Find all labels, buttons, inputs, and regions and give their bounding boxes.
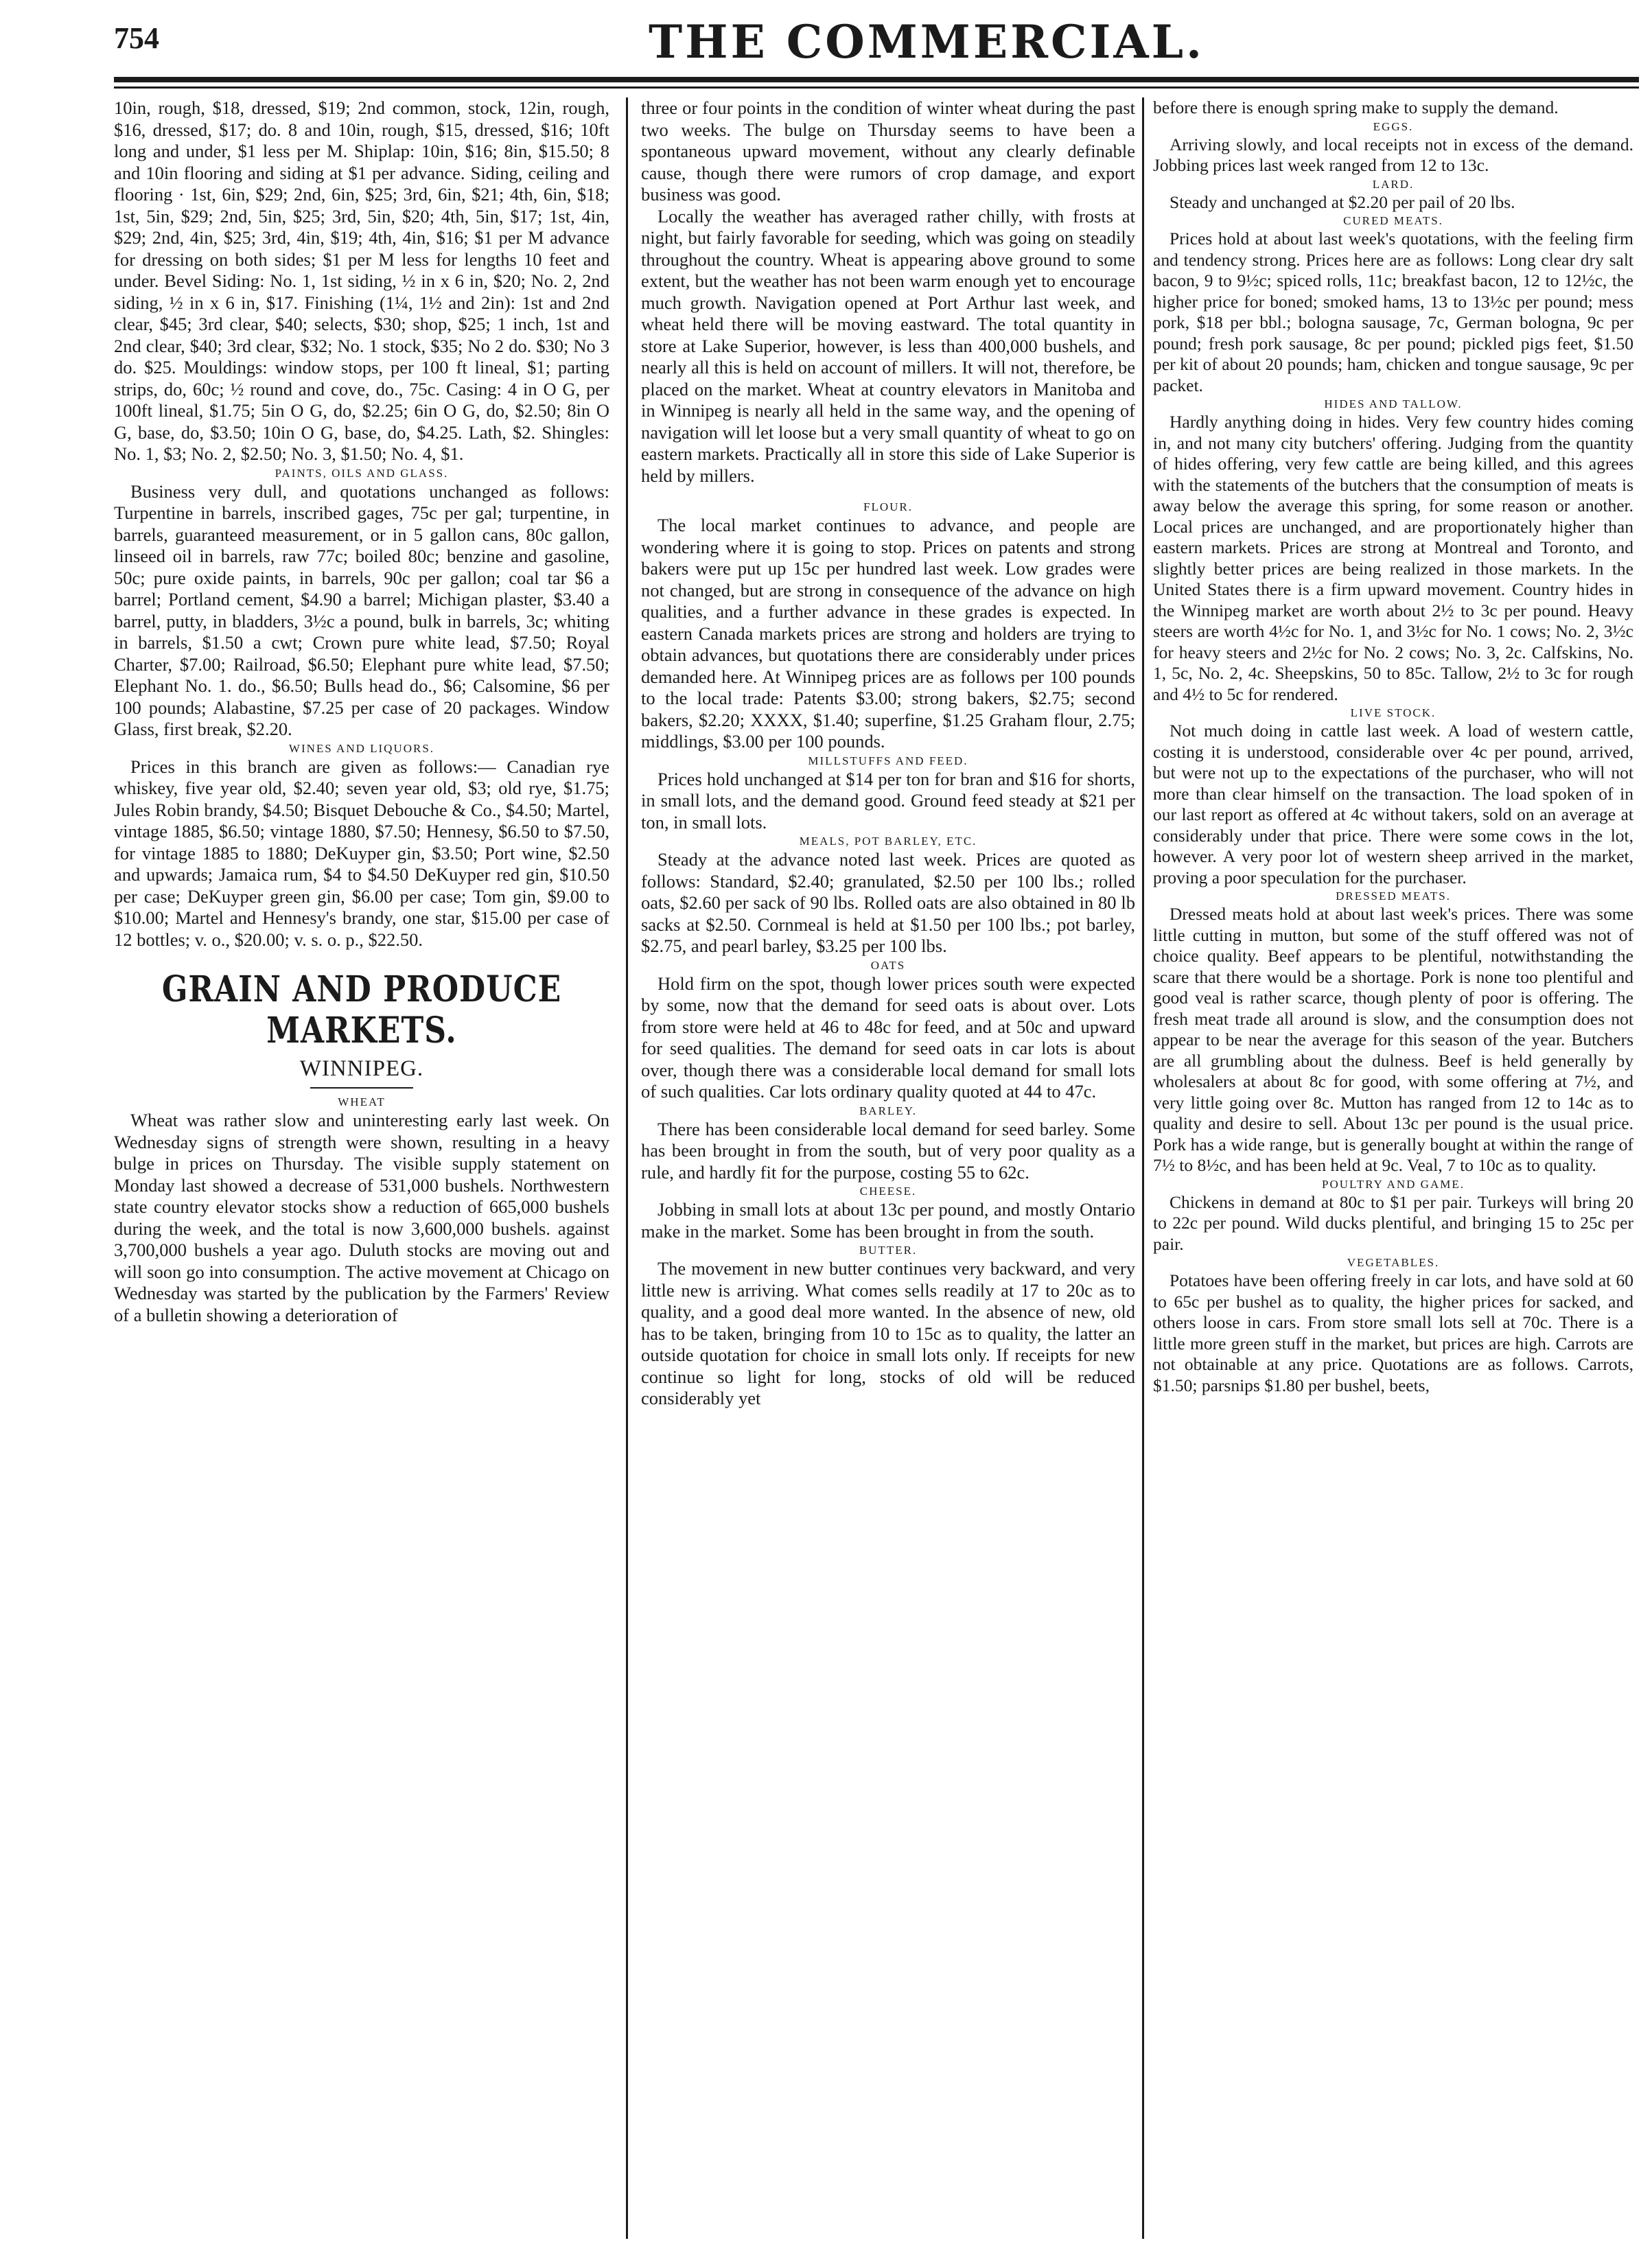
lard-paragraph: Steady and unchanged at $2.20 per pail of 20 lbs. xyxy=(1170,191,1515,212)
wines-paragraph: Prices in this branch are given as follows:— Canadian rye whiskey, five year old, $2.40; seven year old, $3; old rye, $1.75; Jules Robin brandy, $4.50; Bisquet Debouche & Co., $4.50; Martel, vintage 1885, $6.50; vintage 1880, $7.50; Hennesy, $6.50 to $7.50, for vintage 1885 to 1880; DeKuyper gin, $3.50; Port wine, $2.50 and upwards; Jamaica rum, $4 to $4.50 DeKuyper red gin, $10.50 per case; DeKuyper green gin, $6.00 per case; Tom gin, $9.00 to $10.00; Martel and Hennesy's brandy, one star, $15.00 per case of 12 bottles; v. o., $20.00; v. s. o. p., $22.50. xyxy=(114,756,609,950)
city-heading: WINNIPEG. xyxy=(299,1056,424,1081)
section-heading: VEGETABLES. xyxy=(1347,1256,1440,1269)
butter-paragraph: The movement in new butter continues very backward, and very little new is arriving. What comes sells readily at 17 to 20c as to quality, and a good deal more wanted. In the absence of new, old has to be taken, bringing from 10 to 15c as to quality, the latter an outside quotation for choice in small lots only. If receipts for new continue so light for long, stocks of old will be reduced considerably yet xyxy=(641,1258,1135,1408)
grain-produce-title: GRAIN AND PRODUCE MARKETS. xyxy=(161,968,562,1052)
section-heading: WINES AND LIQUORS. xyxy=(288,741,435,755)
section-heading: FLOUR. xyxy=(863,500,913,513)
masthead: THE COMMERCIAL. xyxy=(648,15,1205,69)
section-heading: OATS xyxy=(870,958,906,972)
section-heading: PAINTS, OILS AND GLASS. xyxy=(275,466,449,480)
section-heading: CURED MEATS. xyxy=(1343,214,1443,227)
section-heading: MEALS, POT BARLEY, ETC. xyxy=(799,835,977,848)
column-2 xyxy=(641,97,1135,2242)
vegetables-paragraph: Potatoes have been offering freely in car lots, and have sold at 60 to 65c per bushel as to quality, the higher prices for sacked, and others loose in cars. From store small lots sell at 70c. There is a little more green stuff in the market, but prices are high. Carrots are not obtainable at any price. Quotations are as follows. Carrots, $1.50; parsnips $1.80 per bushel, beets, xyxy=(1153,1270,1633,1395)
millstuffs-paragraph: Prices hold unchanged at $14 per ton for bran and $16 for shorts, in small lots, and the demand good. Ground feed steady at $21 per ton, in small lots. xyxy=(641,768,1135,833)
small-rule xyxy=(310,1087,413,1089)
column-3 xyxy=(1153,97,1633,2242)
section-heading: BARLEY. xyxy=(859,1104,918,1117)
cured-meats-paragraph: Prices hold at about last week's quotations, with the feeling firm and tendency strong. Prices here are as follows: Long clear dry salt bacon, 9 to 9½c; spiced rolls, 11c; breakfast bacon, 12 to 12½c, the higher price for boned; smoked hams, 13 to 13½c per pound; mess pork, $18 per bbl.; bologna sausage, 7c, German bologna, 9c per pound; fresh pork sausage, 8c per pound; pickled pigs feet, $1.50 per kit of about 20 pounds; ham, chicken and tongue sausage, 9c per packet. xyxy=(1153,229,1633,395)
section-heading: MILLSTUFFS AND FEED. xyxy=(808,754,968,767)
weather-paragraph: Locally the weather has averaged rather chilly, with frosts at night, but fairly favorable for seeding, which was going on steadily throughout the country. Wheat is appearing above ground to some extent, but the weather has not been warm enough yet to encourage much growth. Navigation opened at Port Arthur last week, and wheat held there will be moving eastward. The total quantity in store at Lake Superior, however, is less than 400,000 bushels, and nearly all this is held on account of millers. It will not, therefore, be placed on the market. Wheat at country elevators in Manitoba and in Winnipeg is nearly all held in the same way, and the opening of navigation will let loose but a very small quantity of wheat to go on eastern markets. Practically all in store this side of Lake Superior is held by millers. xyxy=(641,205,1135,486)
barley-paragraph: There has been considerable local demand for seed barley. Some has been brought in from the south, but of very poor quality as a rule, and hardly fit for the purpose, costing 55 to 62c. xyxy=(641,1118,1135,1183)
wheat-paragraph: Wheat was rather slow and uninteresting early last week. On Wednesday signs of strength were shown, resulting in a heavy bulge in prices on Thursday. The visible supply statement on Monday last showed a decrease of 531,000 bushels. Northwestern state country elevator stocks show a reduction of 665,000 bushels during the week, and the total is now 3,600,000 bushels. against 3,700,000 bushels a year ago. Duluth stocks are moving out and will soon go into consumption. The active movement at Chicago on Wednesday was started by the publication by the Farmers' Review of a bulletin showing a deterioration of xyxy=(114,1110,609,1325)
eggs-paragraph: Arriving slowly, and local receipts not in excess of the demand. Jobbing prices last week ranged from 12 to 13c. xyxy=(1153,134,1633,175)
dressed-meats-paragraph: Dressed meats hold at about last week's prices. There was some little cutting in mutton, but some of the stuff offered was not of choice quality. Beef appears to be plentiful, notwithstanding the scare that there would be a shortage. Pork is none too plentiful and good veal is rather scarce, though plenty of poor is offering. The fresh meat trade all around is slow, and the consumption does not appear to be near the average for this season of the year. Butchers are all grumbling about the dulness. Beef is held generally by wholesalers at about 8c for good, with some offering at 7½, and very little going over 8c. Mutton has ranged from 12 to 14c as to quality and desire to sell. About 13c per pound is the usual price. Pork has a wide range, but is generally bought at within the range of 7½ to 8½c, and has been held at 9c. Veal, 7 to 10c as to quality. xyxy=(1153,904,1633,1175)
section-heading: LARD. xyxy=(1372,177,1415,191)
column-1 xyxy=(114,97,609,2242)
lumber-paragraph: 10in, rough, $18, dressed, $19; 2nd common, stock, 12in, rough, $16, dressed, $17; do. 8 and 10in, rough, $15, dressed, $16; 10ft long and under, $1 less per M. Shiplap: 10in, $16; 8in, $15.50; 8 and 10in flooring and siding at $1 per advance. Siding, ceiling and flooring · 1st, 6in, $29; 2nd, 6in, $25; 3rd, 6in, $21; 4th, 6in, $18; 1st, 5in, $29; 2nd, 5in, $25; 3rd, 5in, $20; 4th, 5in, $17; 1st, 4in, $29; 2nd, 4in, $25; 3rd, 4in, $19; 4th, 4in, $16; $1 per M advance for dressing on both sides; $1 per M less for lengths 10 feet and under. Bevel Siding: No. 1, 1st siding, ½ in x 6 in, $20; No. 2, 2nd siding, ½ in x 6 in, $17. Finishing (1¼, 1½ and 2in): 1st and 2nd clear, $45; 3rd clear, $40; selects, $30; shop, $25; 1 inch, 1st and 2nd clear, $40; 3rd clear, $32; No. 1 stock, $35; No 2 do. $30; No 3 do. $25. Mouldings: window stops, per 100 ft lineal, $1; parting strips, do, 60c; ½ round and cove, do., 75c. Casing: 4 in O G, per 100ft lineal, $1.75; 5in O G, do, $2.25; 6in O G, do, $2.50; 8in O G, base, do, $3.50; 10in O G, base, do, $4.25. Lath, $2. Shingles: No. 1, $3; No. 2, $2.50; No. 3, $1.50; No. 4, $1. xyxy=(114,97,609,464)
page-number: 754 xyxy=(114,21,159,55)
column-divider xyxy=(626,97,628,2239)
flour-paragraph: The local market continues to advance, and people are wondering where it is going to stop. Prices on patents and strong bakers were put up 15c per hundred last week. Low grades were not changed, but are strong in consequence of the advance on high qualities, and a further advance in these grades is expected. In eastern Canada markets prices are strong and holders are trying to obtain advances, but quotations there are considerably under prices demanded here. At Winnipeg prices are as follows per 100 pounds to the local trade: Patents $3.00; strong bakers, $2.75; second bakers, $2.20; XXXX, $1.40; superfine, $1.25 Graham flour, 2.75; middlings, $3.00 per 100 pounds. xyxy=(641,515,1135,752)
meals-paragraph: Steady at the advance noted last week. Prices are quoted as follows: Standard, $2.40; granulated, $2.50 per 100 lbs.; rolled oats, $2.60 per sack of 90 lbs. Rolled oats are also obtained in 80 lb sacks at $2.50. Cornmeal is held at $1.50 per 100 lbs.; pot barley, $2.75, and pearl barley, $3.25 per 100 lbs. xyxy=(641,849,1135,956)
section-heading: POULTRY AND GAME. xyxy=(1322,1177,1465,1191)
masthead-rule-thin xyxy=(114,86,1639,89)
section-heading: DRESSED MEATS. xyxy=(1336,889,1451,903)
butter-continued-paragraph: before there is enough spring make to supply the demand. xyxy=(1153,97,1559,117)
hides-paragraph: Hardly anything doing in hides. Very few country hides coming in, and not many city butchers' offering. Judging from the quantity of hides offering, very few cattle are being killed, and this agrees with the statements of the butchers that the consumption of meats is away below the average this spring, for some reason or another. Local prices are unchanged, and are proportionately higher than eastern markets. Prices are strong at Montreal and Toronto, and slightly better prices are being realized in those markets. In the United States there is a firm upward movement. Country hides in the Winnipeg market are worth about 2½ to 3c per pound. Heavy steers are worth 4½c for No. 1, and 3½c for No. 1 cows; No. 2, 3½c for heavy steers and 2½c for No. 2 cows; No. 3, 2c. Calfskins, No. 1, 5c, No. 2, 4c. Sheepskins, 50 to 85c. Tallow, 2½ to 3c for rough and 4½ to 5c for rendered. xyxy=(1153,412,1633,704)
section-heading: LIVE STOCK. xyxy=(1350,706,1436,719)
column-divider xyxy=(1142,97,1144,2239)
masthead-rule-thick xyxy=(114,77,1639,82)
section-heading: CHEESE. xyxy=(859,1185,917,1198)
section-heading: WHEAT xyxy=(338,1095,386,1108)
section-heading: BUTTER. xyxy=(859,1244,918,1257)
section-heading: HIDES AND TALLOW. xyxy=(1324,397,1463,410)
section-heading: EGGS. xyxy=(1373,119,1414,133)
wheat-continued-paragraph: three or four points in the condition of winter wheat during the past two weeks. The bulge on Thursday seems to have been a spontaneous upward movement, without any clearly definable cause, though there were rumors of crop damage, and export business was good. xyxy=(641,97,1135,205)
poultry-paragraph: Chickens in demand at 80c to $1 per pair. Turkeys will bring 20 to 22c per pound. Wild ducks plentiful, and bringing 15 to 25c per pair. xyxy=(1153,1191,1633,1254)
cheese-paragraph: Jobbing in small lots at about 13c per pound, and mostly Ontario make in the market. Some has been brought in from the south. xyxy=(641,1199,1135,1242)
spacer xyxy=(641,487,1135,499)
paints-paragraph: Business very dull, and quotations unchanged as follows: Turpentine in barrels, inscribed gages, 75c per gal; turpentine, in barrels, guaranteed measurement, or in 5 gallon cans, 80c gallon, linseed oil in barrels, raw 77c; boiled 80c; benzine and gasoline, 50c; pure oxide paints, in barrels, 90c per gallon; coal tar $6 a barrel; Portland cement, $4.90 a barrel; Michigan plaster, $3.40 a barrel, putty, in bladders, 3½c a pound, bulk in barrels, 3c; whiting in barrels, $1.50 a cwt; Crown pure white lead, $7.50; Royal Charter, $7.00; Railroad, $6.50; Elephant pure white lead, $7.50; Elephant No. 1. do., $6.50; Bulls head do., $6; Calsomine, $6 per 100 pounds; Alabastine, $7.25 per case of 20 packages. Window Glass, first break, $2.20. xyxy=(114,480,609,739)
live-stock-paragraph: Not much doing in cattle last week. A load of western cattle, costing it is understood, considerable over 4c per pound, arrived, but were not up to the expectations of the purchaser, who will not more than clear himself on the transaction. The load spoken of in our last report as offered at 4c without takers, sold on an average at considerably under that price. There were some cows in the lot, however. A very poor lot of western sheep arrived in the market, proving a poor speculation for the purchaser. xyxy=(1153,721,1633,887)
oats-paragraph: Hold firm on the spot, though lower prices south were expected by some, now that the demand for seed oats is about over. Lots from store were held at 46 to 48c for feed, and at 50c and upward for seed qualities. The demand for seed oats in car lots is about over, though there was a considerable local demand for small lots of such qualities. Car lots ordinary quality quoted at 44 to 47c. xyxy=(641,973,1135,1102)
